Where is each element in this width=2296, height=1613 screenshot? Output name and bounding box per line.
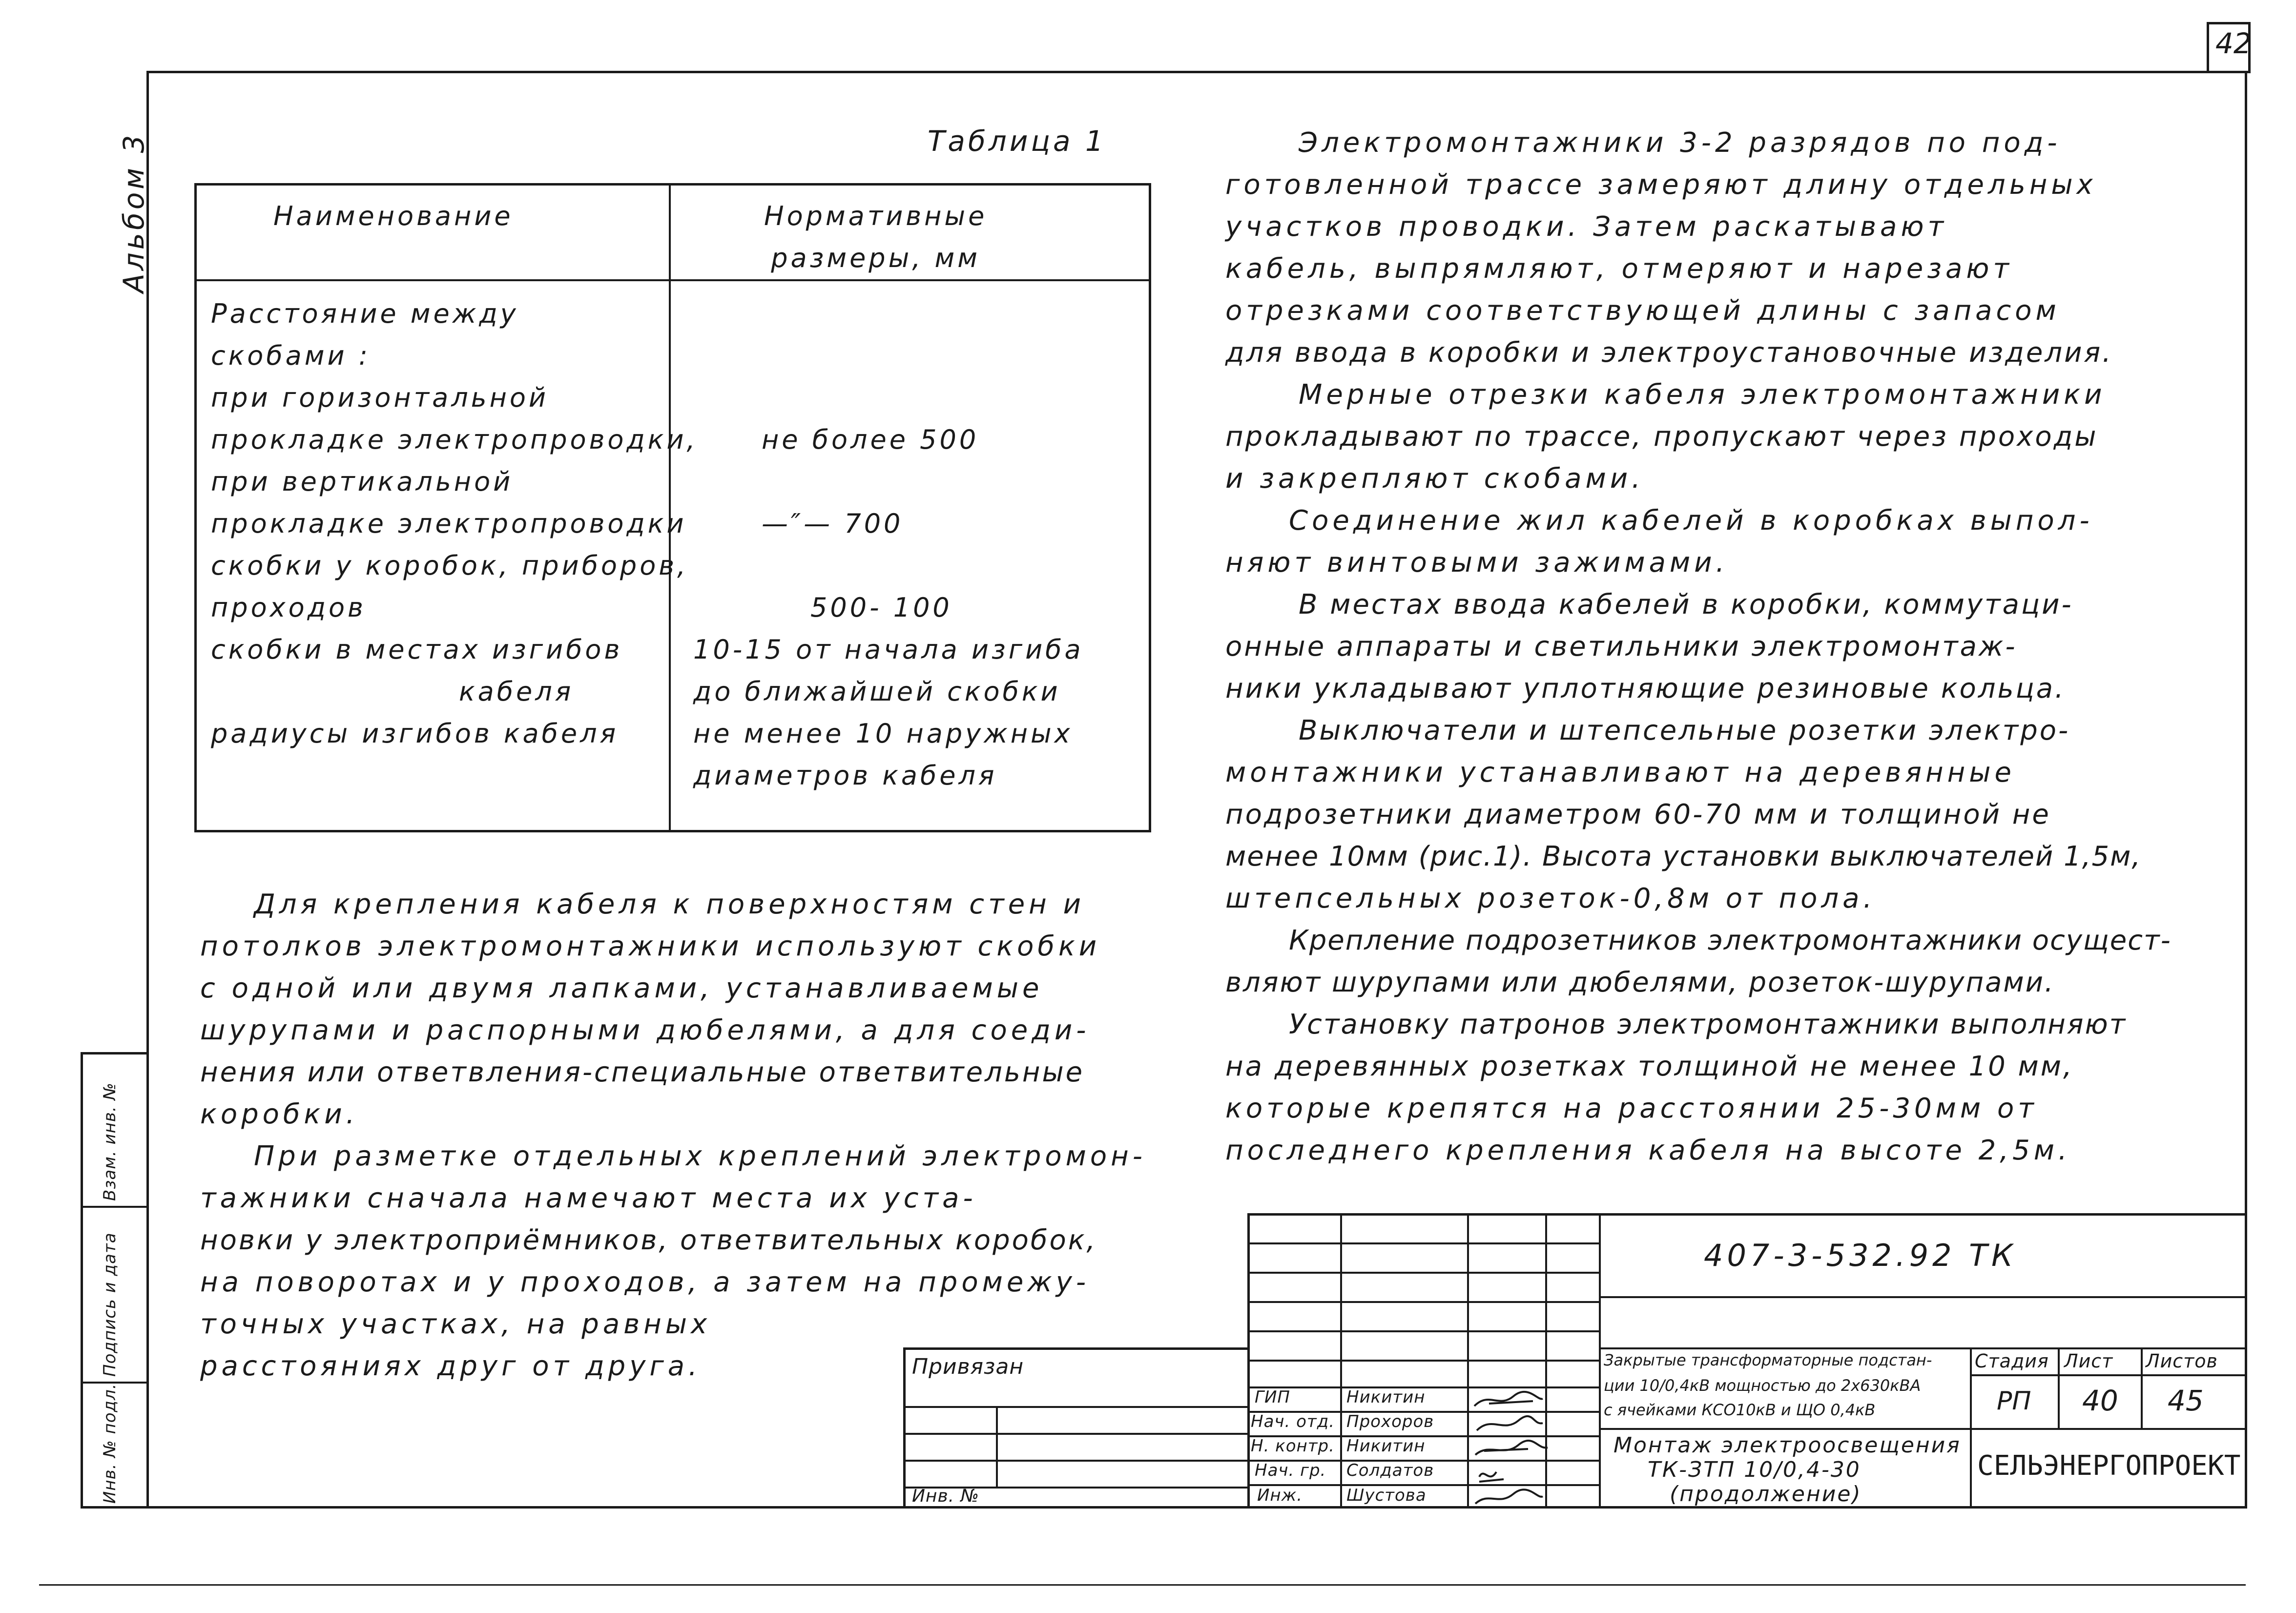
- right-text-line: Мерные отрезки кабеля электромонтажники: [1299, 379, 2106, 411]
- project-desc-line: ции 10/0,4кВ мощностью до 2х630кВА: [1604, 1376, 1921, 1395]
- role-gip: ГИП: [1255, 1387, 1290, 1407]
- right-text-line: прокладывают по трассе, пропускают через проходы: [1225, 421, 2098, 453]
- right-text-line: монтажники устанавливают на деревянные: [1225, 757, 2015, 788]
- right-text-line: последнего крепления кабеля на высоте 2,5м.: [1225, 1135, 2071, 1166]
- sheet-value: 40: [2082, 1384, 2118, 1417]
- side-stamp-vzam-inv: Взам. инв. №: [100, 1082, 120, 1201]
- name-inzh: Шустова: [1346, 1486, 1427, 1505]
- right-text-line: Электромонтажники 3-2 разрядов по под-: [1299, 127, 2061, 159]
- right-text-line: кабель, выпрямляют, отмеряют и нарезают: [1225, 253, 2013, 285]
- left-text-line: коробки.: [200, 1098, 359, 1130]
- right-text-line: которые крепятся на расстоянии 25-30мм от: [1225, 1093, 2038, 1124]
- table-left-row: скобки в местах изгибов: [211, 634, 623, 665]
- sheet-label: Лист: [2064, 1350, 2113, 1372]
- sheet-corner-number: 42: [2215, 27, 2252, 60]
- left-text-line: точных участках, на равных: [200, 1308, 711, 1340]
- right-text-line: вляют шурупами или дюбелями, розеток-шурупами.: [1225, 967, 2055, 998]
- right-text-line: Установку патронов электромонтажники выполняют: [1289, 1009, 2127, 1040]
- left-text-line: на поворотах и у проходов, а затем на промежу-: [200, 1266, 1090, 1298]
- table-header-norms: Нормативные размеры, мм: [764, 201, 988, 273]
- name-gip: Никитин: [1346, 1387, 1426, 1407]
- name-nach-otd: Прохоров: [1346, 1412, 1434, 1431]
- stage-label: Стадия: [1975, 1350, 2049, 1372]
- role-nach-otd: Нач. отд.: [1251, 1412, 1335, 1431]
- left-text-line: потолков электромонтажники используют скобки: [200, 931, 1101, 962]
- table-right-row: диаметров кабеля: [693, 760, 997, 791]
- sheet-title-line: (продолжение): [1670, 1482, 1862, 1507]
- left-text-line: Для крепления кабеля к поверхностям стен и: [254, 889, 1085, 920]
- table-left-row: Расстояние между: [211, 298, 519, 329]
- sheets-label: Листов: [2146, 1350, 2218, 1372]
- table-right-row: до ближайшей скобки: [693, 676, 1061, 707]
- role-n-kontr: Н. контр.: [1251, 1436, 1335, 1456]
- privyazan-label: Привязан: [912, 1354, 1024, 1379]
- sheet-title-line: Монтаж электроосвещения: [1613, 1433, 1961, 1458]
- left-text-line: с одной или двумя лапками, устанавливаемые: [200, 972, 1043, 1004]
- table-left-row: кабеля: [459, 676, 574, 707]
- right-text-line: менее 10мм (рис.1). Высота установки выключателей 1,5м,: [1225, 841, 2142, 872]
- table-left-row: скобами :: [211, 340, 371, 371]
- document-code: 407-3-532.92 ТК: [1704, 1238, 2017, 1273]
- table-right-row: 500- 100: [810, 592, 952, 623]
- role-inzh: Инж.: [1257, 1486, 1303, 1505]
- table-left-row: прокладке электропроводки,: [211, 424, 698, 455]
- name-nach-gr: Солдатов: [1346, 1461, 1434, 1480]
- side-stamp-inv-podl: Инв. № подл.: [100, 1383, 120, 1504]
- table-left-row: прокладке электропроводки: [211, 508, 687, 539]
- left-text-line: шурупами и распорными дюбелями, а для соеди-: [200, 1014, 1090, 1046]
- sheet-title-line: ТК-ЗТП 10/0,4-30: [1648, 1457, 1861, 1482]
- left-text-line: нения или ответвления-специальные ответвительные: [200, 1056, 1085, 1088]
- table-left-row: при горизонтальной: [211, 382, 549, 413]
- table-caption: Таблица 1: [928, 124, 1106, 158]
- right-text-line: штепсельных розеток-0,8м от пола.: [1225, 883, 1876, 914]
- right-text-line: Крепление подрозетников электромонтажники осущест-: [1289, 925, 2172, 956]
- right-text-line: на деревянных розетках толщиной не менее 10 мм,: [1225, 1051, 2074, 1082]
- right-text-line: ники укладывают уплотняющие резиновые кольца.: [1225, 673, 2066, 704]
- signature-scribbles: [1469, 1386, 1596, 1509]
- sheets-value: 45: [2168, 1384, 2204, 1417]
- project-desc-line: с ячейками КСО10кВ и ЩО 0,4кВ: [1604, 1401, 1876, 1419]
- table-right-row: 10-15 от начала изгиба: [693, 634, 1084, 665]
- right-text-line: Выключатели и штепсельные розетки электро-: [1299, 715, 2070, 746]
- role-nach-gr: Нач. гр.: [1255, 1461, 1326, 1480]
- project-desc-line: Закрытые трансформаторные подстан-: [1604, 1351, 1932, 1369]
- table-right-row: —″— 700: [762, 508, 904, 539]
- right-text-line: подрозетники диаметром 60-70 мм и толщиной не: [1225, 799, 2051, 830]
- table-right-row: не менее 10 наружных: [693, 718, 1073, 749]
- stage-value: РП: [1997, 1386, 2031, 1416]
- right-text-line: отрезками соответствующей длины с запасом: [1225, 295, 2060, 327]
- right-text-line: готовленной трассе замеряют длину отдельных: [1225, 169, 2097, 201]
- table-left-row: радиусы изгибов кабеля: [211, 718, 619, 749]
- right-text-line: Соединение жил кабелей в коробках выпол-: [1289, 505, 2093, 537]
- right-text-line: В местах ввода кабелей в коробки, коммутаци-: [1299, 589, 2073, 620]
- table-left-row: при вертикальной: [211, 466, 514, 497]
- right-text-line: и закрепляют скобами.: [1225, 463, 1644, 495]
- scan-edge-line: [39, 1584, 2246, 1586]
- album-label: Альбом 3: [117, 132, 150, 293]
- left-text-line: При разметке отдельных креплений электромон-: [254, 1140, 1146, 1172]
- left-text-line: тажники сначала намечают места их уста-: [200, 1182, 977, 1214]
- right-text-line: няют винтовыми зажимами.: [1225, 547, 1729, 579]
- organization-name: СЕЛЬЭНЕРГОПРОЕКТ: [1977, 1450, 2241, 1482]
- right-text-line: участков проводки. Затем раскатывают: [1225, 211, 1948, 243]
- side-stamp-signature-date: Подпись и дата: [100, 1232, 120, 1377]
- inv-no-label: Инв. №: [912, 1486, 980, 1506]
- left-text-line: расстояниях друг от друга.: [200, 1350, 701, 1382]
- table-left-row: скобки у коробок, приборов,: [211, 550, 689, 581]
- right-text-line: для ввода в коробки и электроустановочные изделия.: [1225, 337, 2113, 369]
- table-header-name: Наименование: [273, 201, 514, 231]
- table-left-row: проходов: [211, 592, 366, 623]
- right-text-line: онные аппараты и светильники электромонтаж-: [1225, 631, 2017, 662]
- table-right-row: не более 500: [762, 424, 979, 455]
- name-n-kontr: Никитин: [1346, 1436, 1426, 1456]
- left-text-line: новки у электроприёмников, ответвительных коробок,: [200, 1224, 1097, 1256]
